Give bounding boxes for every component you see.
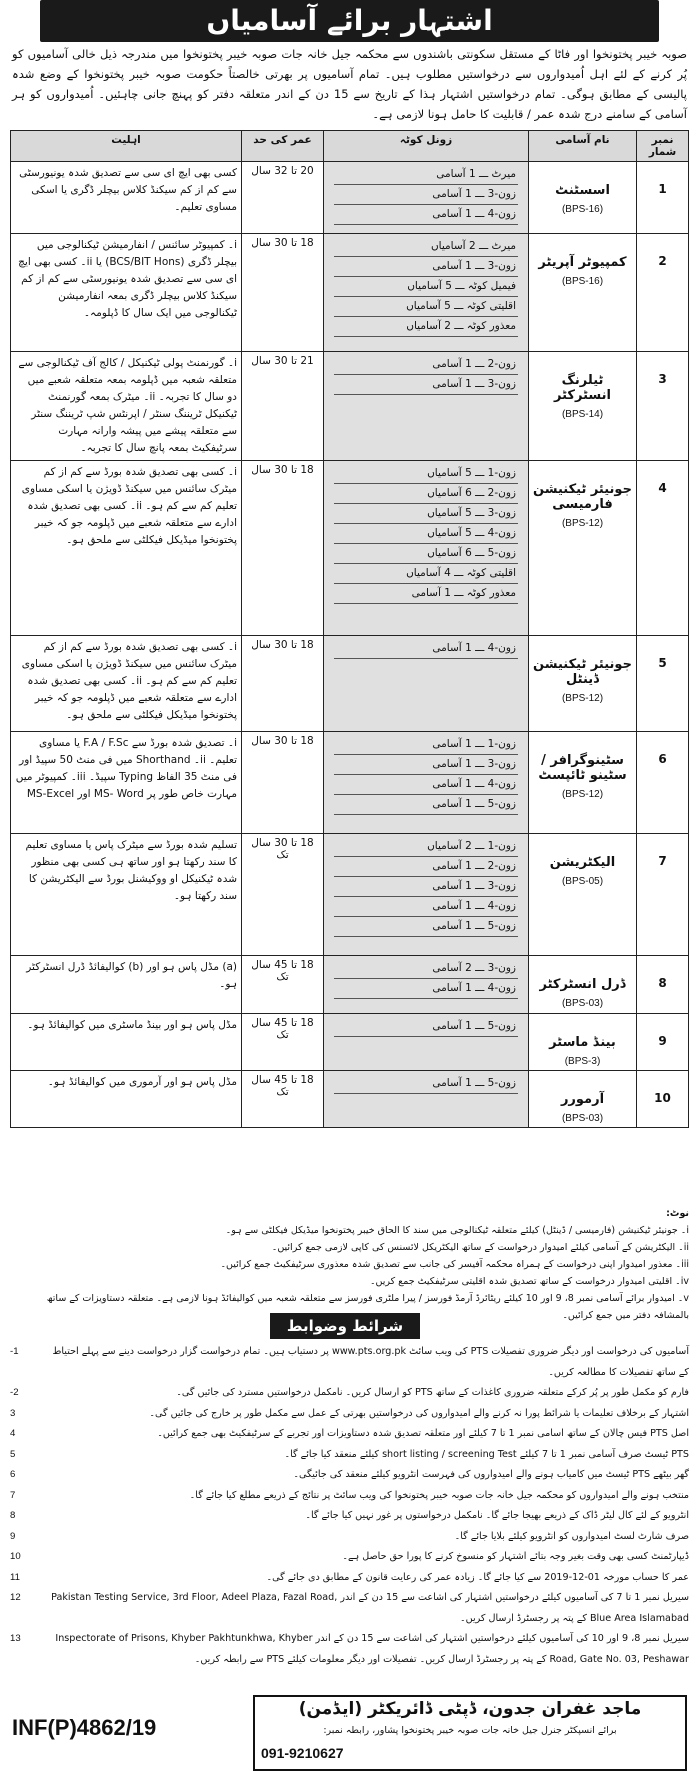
- zone-line: زون-5 ـــ 1 آسامی: [334, 917, 518, 937]
- post-name: جونیئر ٹیکنیشن ڈینٹل: [533, 657, 632, 687]
- zonal-quota-cell: [324, 956, 529, 1014]
- zone-line: زون-4 ـــ 1 آسامی: [334, 775, 518, 795]
- serial-number: 5: [637, 636, 689, 732]
- post-bps: (BPS-03): [561, 998, 604, 1009]
- zone-line: فیمیل کوٹہ ـــ 5 آسامیاں: [334, 277, 518, 297]
- term-item: [10, 1527, 689, 1548]
- age-limit: 20 تا 32 سال: [242, 162, 324, 234]
- age-limit: 18 تا 45 سال تک: [242, 1071, 324, 1128]
- zonal-quota-cell: [324, 162, 529, 234]
- term-text: اشتہار کے برخلاف تعلیمات یا شرائط پورا نہ کرنے والے امیدواروں کی درخواستیں بھرتی کے عمل سے مکمل طور پر خارج کی جائیں گی۔: [149, 1407, 689, 1419]
- zone-line: زون-2 ـــ 1 آسامی: [334, 355, 518, 375]
- zone-line: زون-1 ـــ 5 آسامیاں: [334, 464, 518, 484]
- post-name: بینڈ ماسٹر: [549, 1035, 616, 1050]
- post-name: آرمورر: [560, 1092, 605, 1107]
- post-name: ٹیلرنگ انسٹرکٹر: [554, 373, 611, 403]
- post-cell: [529, 732, 637, 834]
- post-bps: (BPS-14): [561, 409, 604, 420]
- table-row: [11, 732, 689, 834]
- term-number: 5: [10, 1448, 16, 1460]
- age-limit: 18 تا 45 سال تک: [242, 1014, 324, 1071]
- zone-line: زون-4 ـــ 1 آسامی: [334, 979, 518, 999]
- table-row: [11, 234, 689, 352]
- zone-line: زون-4 ـــ 5 آسامیاں: [334, 524, 518, 544]
- age-limit: 18 تا 30 سال: [242, 461, 324, 636]
- zone-line: زون-3 ـــ 2 آسامی: [334, 959, 518, 979]
- zonal-quota-cell: [324, 732, 529, 834]
- zonal-quota-cell: [324, 352, 529, 461]
- zone-line: زون-5 ـــ 1 آسامی: [334, 795, 518, 815]
- term-number: 10: [10, 1551, 21, 1562]
- table-header-row: [11, 131, 689, 162]
- zone-line: زون-1 ـــ 2 آسامیاں: [334, 837, 518, 857]
- col-header-age-limit: عمر کی حد: [242, 131, 324, 162]
- term-item: [10, 1404, 689, 1425]
- term-text: سیریل نمبر 1 تا 7 کی آسامیوں کیلئے درخواستیں اشتہار کی اشاعت سے 15 دن کے اندر Pakistan Testing Service, 3rd Floor, Adeel Plaza, Fazal Road, Blue Area Islamabad کے پتہ پر رجسٹرڈ ارسال کریں۔: [51, 1592, 689, 1624]
- term-text: انٹرویو کے لئے کال لیٹر ڈاک کے ذریعے بھیجا جائے گا۔ نامکمل درخواستوں پر غور نہیں کیا جائے گا۔: [305, 1510, 689, 1521]
- vacancy-table: [10, 130, 689, 1128]
- note-item: iv۔ اقلیتی امیدوار درخواست کے ساتھ تصدیق شدہ اقلیتی سرٹیفکیٹ جمع کریں۔: [369, 1276, 689, 1287]
- term-item: [10, 1465, 689, 1486]
- post-bps: (BPS-3): [564, 1056, 601, 1067]
- zone-line: زون-3 ـــ 5 آسامیاں: [334, 504, 518, 524]
- zone-line: اقلیتی کوٹہ ـــ 5 آسامیاں: [334, 297, 518, 317]
- post-cell: [529, 162, 637, 234]
- zone-line: میرٹ ـــ 2 آسامیاں: [334, 237, 518, 257]
- term-item: [10, 1445, 689, 1466]
- qualification: i۔ کسی بھی تصدیق شدہ بورڈ سے کم از کم میٹرک سائنس میں سیکنڈ ڈویژن یا اسکی مساوی تعلیم کم سے کم ہو۔ ii۔ کسی بھی تصدیق شدہ ادارے سے متعلقہ شعبے میں ڈپلومہ جو کہ خیبر پختونخوا میڈیکل فیکلٹی سے ملحق ہو۔: [11, 636, 242, 732]
- terms-list: [10, 1342, 689, 1670]
- zone-line: زون-3 ـــ 1 آسامی: [334, 375, 518, 395]
- zonal-quota-cell: [324, 1014, 529, 1071]
- post-cell: [529, 1014, 637, 1071]
- term-text: عمر کا حساب مورخہ 01-12-2019 سے کیا جائے گا۔ زیادہ عمر کی رعایت قانون کے مطابق دی جائے گی۔: [266, 1571, 689, 1583]
- serial-number: 3: [637, 352, 689, 461]
- post-cell: [529, 834, 637, 956]
- qualification: (a) مڈل پاس ہو اور (b) کوالیفائڈ ڈرل انسٹرکٹر ہو۔: [11, 956, 242, 1014]
- serial-number: 2: [637, 234, 689, 352]
- post-name: سٹینوگرافر / سٹینو ٹائپسٹ: [538, 753, 627, 783]
- note-item: i۔ جونیئر ٹیکنیشن (فارمیسی / ڈینٹل) کیلئے متعلقہ ٹیکنالوجی میں سند کا الحاق خیبر پختونخوا میڈیکل فیکلٹی سے ہو۔: [225, 1225, 689, 1236]
- zone-line: زون-2 ـــ 1 آسامی: [334, 857, 518, 877]
- post-bps: (BPS-12): [561, 693, 604, 704]
- signatory-designation: برائے انسپکٹر جنرل جیل خانہ جات صوبہ خیبر پختونخوا پشاور، رابطہ نمبر:: [323, 1725, 617, 1736]
- term-number: -1: [10, 1346, 19, 1357]
- post-cell: [529, 352, 637, 461]
- zone-line: زون-5 ـــ 1 آسامی: [334, 1017, 518, 1037]
- age-limit: 18 تا 30 سال: [242, 234, 324, 352]
- age-limit: 18 تا 45 سال تک: [242, 956, 324, 1014]
- post-bps: (BPS-16): [561, 204, 604, 215]
- post-name: ڈرل انسٹرکٹر: [539, 977, 626, 992]
- serial-number: 4: [637, 461, 689, 636]
- post-bps: (BPS-12): [561, 789, 604, 800]
- table-row: [11, 162, 689, 234]
- term-text: اصل PTS فیس چالان کے ساتھ اسامی نمبر 1 تا 7 کیلئے اور متعلقہ تصدیق شدہ دستاویزات اور تجربے کے سرٹیفکیٹ بھی جمع کرائیں۔: [157, 1428, 689, 1439]
- term-item: [10, 1629, 689, 1670]
- serial-number: 1: [637, 162, 689, 234]
- term-item: [10, 1506, 689, 1527]
- table-row: [11, 1014, 689, 1071]
- post-cell: [529, 234, 637, 352]
- zone-line: زون-3 ـــ 1 آسامی: [334, 257, 518, 277]
- table-row: [11, 352, 689, 461]
- zone-line: زون-3 ـــ 1 آسامی: [334, 877, 518, 897]
- term-number: 6: [10, 1469, 16, 1480]
- post-name: اسسٹنٹ: [555, 183, 610, 198]
- qualification: i۔ کسی بھی تصدیق شدہ بورڈ سے کم از کم میٹرک سائنس میں سیکنڈ ڈویژن یا اسکی مساوی تعلیم کم سے کم ہو۔ ii۔ کسی بھی تصدیق شدہ ادارے سے متعلقہ شعبے میں ڈپلومہ جو کہ خیبر پختونخوا میڈیکل فیکلٹی سے ملحق ہو۔: [11, 461, 242, 636]
- serial-number: 10: [637, 1071, 689, 1128]
- term-text: صرف شارٹ لسٹ امیدواروں کو انٹرویو کیلئے بلایا جائے گا۔: [454, 1530, 689, 1542]
- post-name: الیکٹریشن: [549, 855, 616, 870]
- term-item: [10, 1424, 689, 1445]
- post-cell: [529, 636, 637, 732]
- note-item: iii۔ معذور امیدوار اپنی درخواست کے ہمراہ محکمہ آفیسر کی جانب سے تصدیق شدہ معذوری سرٹیفکیٹ جمع کرائیں۔: [220, 1259, 689, 1270]
- zone-line: زون-1 ـــ 1 آسامی: [334, 735, 518, 755]
- serial-number: 7: [637, 834, 689, 956]
- zone-line: معذور کوٹہ ـــ 2 آسامیاں: [334, 317, 518, 337]
- post-bps: (BPS-12): [561, 518, 604, 529]
- note-item: ii۔ الیکٹریشن کے آسامی کیلئے امیدوار درخواست کے ساتھ الیکٹریکل لائسنس کی کاپی لازمی جمع کرائیں۔: [271, 1242, 689, 1253]
- table-row: [11, 461, 689, 636]
- zone-line: زون-5 ـــ 1 آسامی: [334, 1074, 518, 1094]
- post-cell: [529, 1071, 637, 1128]
- zone-line: زون-4 ـــ 1 آسامی: [334, 205, 518, 225]
- footer: [0, 1695, 699, 1770]
- zonal-quota-cell: [324, 636, 529, 732]
- table-row: [11, 636, 689, 732]
- zone-line: زون-4 ـــ 1 آسامی: [334, 897, 518, 917]
- term-text: آسامیوں کی درخواست اور دیگر ضروری تفصیلات PTS کی ویب سائٹ www.pts.org.pk پر دستیاب ہیں۔ تمام درخواست گزار درخواست دینے سے پہلے احتیاط کے ساتھ تفصیلات کا مطالعہ کریں۔: [52, 1346, 689, 1378]
- qualification: تسلیم شدہ بورڈ سے میٹرک پاس یا مساوی تعلیم کا سند رکھتا ہو اور ساتھ ہی کسی بھی منظور شدہ ٹیکنیکل او ووکیشنل بورڈ سے الیکٹریشن کا سند رکھتا ہو۔: [11, 834, 242, 956]
- age-limit: 21 تا 30 سال: [242, 352, 324, 461]
- page-title: اشتہار برائے آسامیاں: [40, 0, 659, 42]
- term-number: 9: [10, 1530, 16, 1542]
- term-item: [10, 1383, 689, 1404]
- zone-line: زون-5 ـــ 6 آسامیاں: [334, 544, 518, 564]
- table-row: [11, 834, 689, 956]
- zone-line: زون-3 ـــ 1 آسامی: [334, 755, 518, 775]
- qualification: i۔ تصدیق شدہ بورڈ سے F.A / F.Sc یا مساوی تعلیم۔ ii۔ Shorthand میں فی منٹ 50 سپیڈ اور فی منٹ 35 الفاظ Typing سپیڈ۔ iii۔ کمپیوٹر میں مہارت خاص طور پر MS- Word اور MS-Excel: [11, 732, 242, 834]
- term-text: گھر بیٹھے PTS ٹیسٹ میں کامیاب ہونے والے امیدواروں کی فہرست انٹرویو کیلئے منعقد کی جائیگی۔: [293, 1469, 689, 1480]
- term-number: -2: [10, 1387, 19, 1398]
- zonal-quota-cell: [324, 461, 529, 636]
- zonal-quota-cell: [324, 834, 529, 956]
- term-item: [10, 1547, 689, 1568]
- term-text: PTS ٹیسٹ صرف آسامی نمبر 1 تا 7 کیلئے short listing / screening Test کیلئے منعقد کیا جائے گا۔: [284, 1448, 689, 1460]
- post-cell: [529, 956, 637, 1014]
- term-number: 3: [10, 1407, 16, 1419]
- post-name: کمپیوٹر آپریٹر: [538, 255, 627, 270]
- term-number: 12: [10, 1592, 21, 1603]
- term-item: [10, 1342, 689, 1383]
- zonal-quota-cell: [324, 234, 529, 352]
- notes-section: [10, 1205, 689, 1324]
- table-row: [11, 1071, 689, 1128]
- post-bps: (BPS-03): [561, 1113, 604, 1124]
- term-number: 8: [10, 1510, 16, 1521]
- notes-label: نوٹ:: [666, 1208, 689, 1219]
- term-text: منتخب ہونے والے امیدواروں کو محکمہ جیل خانہ جات صوبہ خیبر پختونخوا کی ویب سائٹ پر نتائج کے ذریعے مطلع کیا جائے گا۔: [189, 1489, 689, 1501]
- col-header-serial: نمبر شمار: [637, 131, 689, 162]
- zonal-quota-cell: [324, 1071, 529, 1128]
- zone-line: اقلیتی کوٹہ ـــ 4 آسامیاں: [334, 564, 518, 584]
- post-bps: (BPS-16): [561, 276, 604, 287]
- zone-line: زون-2 ـــ 6 آسامیاں: [334, 484, 518, 504]
- serial-number: 9: [637, 1014, 689, 1071]
- contact-phone: 091-9210627: [261, 1745, 344, 1761]
- inf-number: INF(P)4862/19: [12, 1715, 157, 1740]
- post-cell: [529, 461, 637, 636]
- term-item: [10, 1588, 689, 1629]
- col-header-qualification: اہلیت: [11, 131, 242, 162]
- col-header-zonal-quota: زونل کوٹہ: [324, 131, 529, 162]
- col-header-post: نام آسامی: [529, 131, 637, 162]
- signatory-name: ماجد غفران جدون، ڈپٹی ڈائریکٹر (ایڈمن): [298, 1699, 642, 1719]
- zone-line: زون-3 ـــ 1 آسامی: [334, 185, 518, 205]
- note-item: v۔ امیدوار برائے آسامی نمبر 8، 9 اور 10 کیلئے ریٹائرڈ آرمڈ فورسز / پیرا ملٹری فورسز سے متعلقہ شعبہ میں کوالیفائڈ ہونا لازمی ہے۔ متعلقہ دستاویزات کے ساتھ بالمشافہ دفتر میں جمع کرائیں۔: [46, 1293, 689, 1321]
- post-bps: (BPS-05): [561, 876, 604, 887]
- term-number: 7: [10, 1489, 16, 1501]
- post-name: جونیئر ٹیکنیشن فارمیسی: [533, 482, 632, 512]
- age-limit: 18 تا 30 سال: [242, 732, 324, 834]
- zone-line: میرٹ ـــ 1 آسامی: [334, 165, 518, 185]
- term-text: سیریل نمبر 8، 9 اور 10 کی آسامیوں کیلئے درخواستیں اشتہار کی اشاعت سے 15 دن کے اندر Inspectorate of Prisons, Khyber Pakhtunkhwa, Khyber Road, Gate No. 03, Peshawar کے پتہ پر رجسٹرڈ ارسال کریں۔ تفصیلات اور دیگر معلومات کیلئے PTS سے رابطہ کریں۔: [55, 1633, 689, 1665]
- terms-title: شرائط وضوابط: [270, 1313, 420, 1339]
- term-text: ڈیپارٹمنٹ کسی بھی وقت بغیر وجہ بتائے اشتہار کو منسوخ کرنے کا پورا حق حاصل ہے۔: [342, 1551, 689, 1562]
- zone-line: زون-4 ـــ 1 آسامی: [334, 639, 518, 659]
- age-limit: 18 تا 30 سال: [242, 636, 324, 732]
- qualification: i۔ کمپیوٹر سائنس / انفارمیشن ٹیکنالوجی میں بیچلر ڈگری (BCS/BIT Hons) یا ii۔ کسی بھی ایچ ای سی سے تصدیق شدہ یونیورسٹی سے کم از کم سیکنڈ کلاس بیچلر ڈگری بمعہ انفارمیشن ٹیکنالوجی میں ایک سال کا ڈپلومہ۔: [11, 234, 242, 352]
- signatory-box: [253, 1695, 687, 1771]
- serial-number: 8: [637, 956, 689, 1014]
- term-item: [10, 1568, 689, 1589]
- serial-number: 6: [637, 732, 689, 834]
- qualification: مڈل پاس ہو اور آرموری میں کوالیفائڈ ہو۔: [11, 1071, 242, 1128]
- table-row: [11, 956, 689, 1014]
- term-number: 13: [10, 1633, 21, 1644]
- qualification: مڈل پاس ہو اور بینڈ ماسٹری میں کوالیفائڈ ہو۔: [11, 1014, 242, 1071]
- term-number: 4: [10, 1428, 16, 1439]
- term-number: 11: [10, 1571, 20, 1583]
- term-text: فارم کو مکمل طور پر پُر کرکے متعلقہ ضروری کاغذات کے ساتھ PTS کو ارسال کریں۔ نامکمل درخواستیں مسترد کی جائیں گی۔: [176, 1387, 689, 1398]
- term-item: [10, 1486, 689, 1507]
- zone-line: معذور کوٹہ ـــ 1 آسامی: [334, 584, 518, 604]
- intro-paragraph: صوبہ خیبر پختونخوا اور فاٹا کے مستقل سکونتی باشندوں سے محکمہ جیل خانہ جات صوبہ خیبر پختونخوا میں مندرجہ ذیل خالی آسامیوں کو پُر کرنے کے لئے اہل اُمیدواروں سے درخواستیں مطلوب ہیں۔ تمام آسامیوں پر بھرتی خالصتاً حکومت صوبہ خیبر پختونخوا کے وضع شدہ پالیسی کے مطابق ہوگی۔ تمام درخواستیں اشتہار ہذا کے تاریخ سے 15 دن کے اندر متعلقہ دفتر کو پہنچ جانی چاہئیں۔ اُمیدواروں کو ہر آسامی کے سامنے درج شدہ عمر / قابلیت کا حامل ہونا لازمی ہے۔: [12, 47, 687, 121]
- age-limit: 18 تا 30 سال تک: [242, 834, 324, 956]
- qualification: i۔ گورنمنٹ پولی ٹیکنیکل / کالج آف ٹیکنالوجی سے متعلقہ شعبہ میں ڈپلومہ بمعہ متعلقہ شعبے میں دو سال کا تجربہ۔ ii۔ میٹرک بمعہ گورنمنٹ ٹیکنیکل ٹریننگ سنٹر / اپرنٹس شپ ٹریننگ سنٹر سے متعلقہ پیشے میں پیشہ وارانہ مہارت سرٹیفکیٹ بمعہ پانچ سال کا تجربہ۔: [11, 352, 242, 461]
- qualification: کسی بھی ایچ ای سی سے تصدیق شدہ یونیورسٹی سے کم از کم سیکنڈ کلاس بیچلر ڈگری یا اسکی مساوی تعلیم۔: [11, 162, 242, 234]
